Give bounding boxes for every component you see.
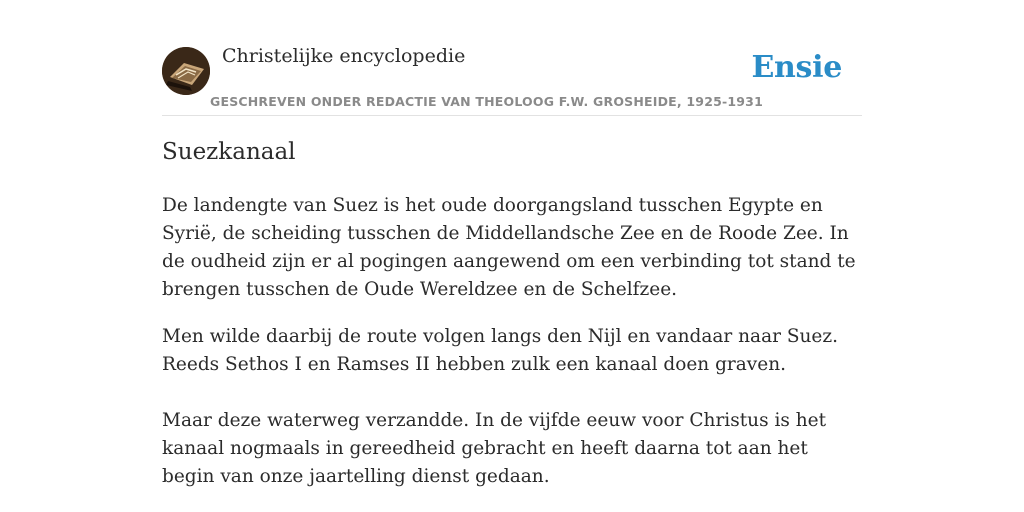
header (162, 0, 862, 116)
book-subtitle: GESCHREVEN ONDER REDACTIE VAN THEOLOOG F.W. GROSHEIDE, 1925-1931 (210, 94, 763, 109)
entry-title: Suezkanaal (162, 139, 296, 165)
entry-paragraph-2: Men wilde daarbij de route volgen langs den Nijl en vandaar naar Suez. Reeds Sethos I en Ramses II hebben zulk een kanaal doen graven. (162, 326, 838, 375)
book-cover-icon[interactable] (162, 47, 210, 95)
entry-paragraph-3: Maar deze waterweg verzandde. In de vijfde eeuw voor Christus is het kanaal nogmaals in gereedheid gebracht en heeft daarna tot aan het begin van onze jaartelling dienst gedaan. (162, 410, 827, 487)
page (162, 0, 862, 512)
brand-logo[interactable]: Ensie (751, 50, 842, 85)
book-title[interactable]: Christelijke encyclopedie (222, 45, 466, 67)
entry-paragraph-1: De landengte van Suez is het oude doorgangsland tusschen Egypte en Syrië, de scheiding tusschen de Middellandsche Zee en de Roode Zee. In de oudheid zijn er al pogingen aangewend om een verbinding tot stand te brengen tusschen de Oude Wereldzee en de Schelfzee. (162, 195, 856, 300)
